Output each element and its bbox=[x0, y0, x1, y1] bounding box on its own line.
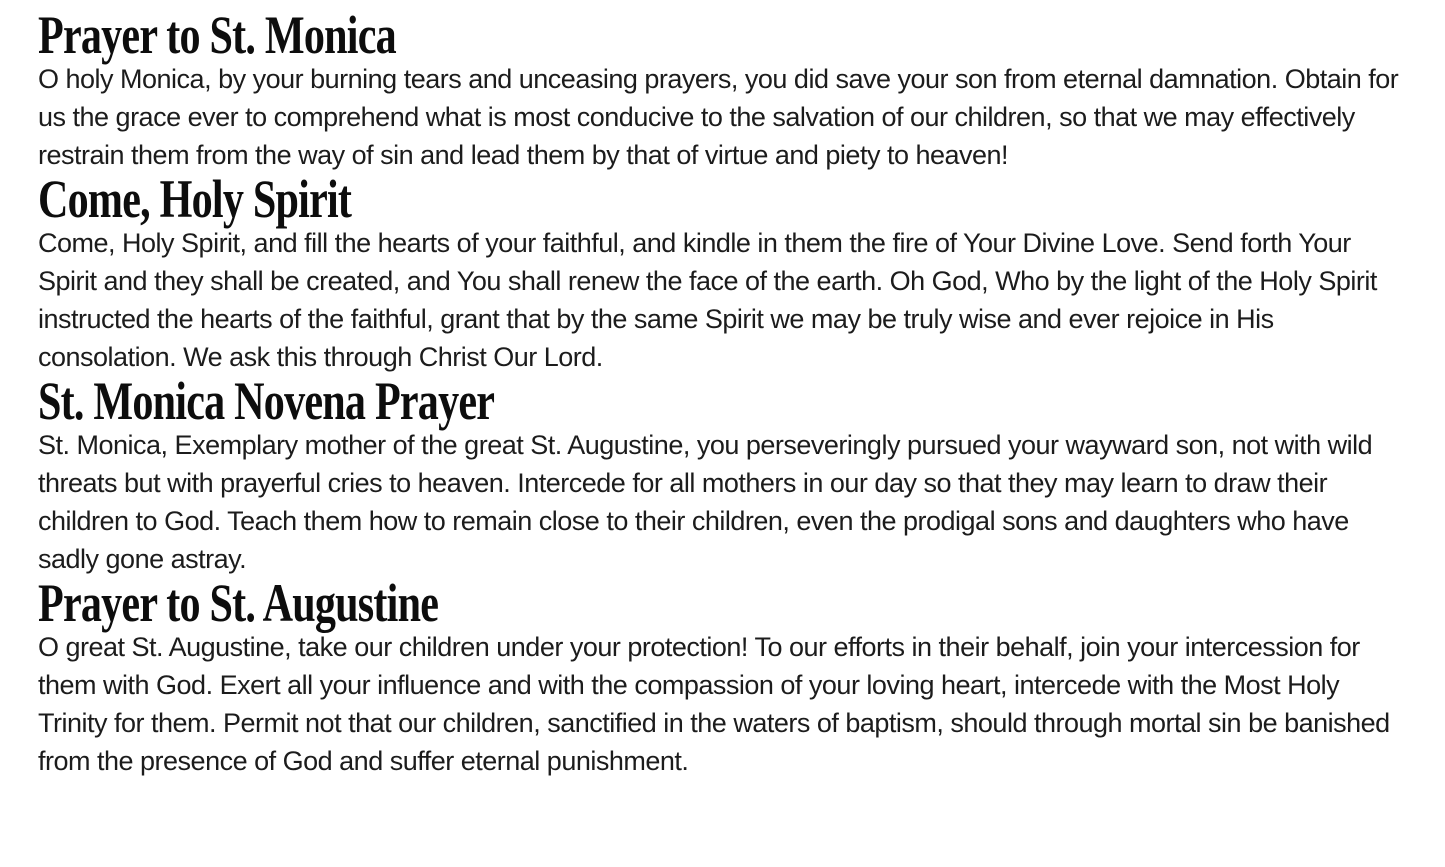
section-st-monica-novena-prayer bbox=[38, 371, 1409, 578]
section-heading-row bbox=[38, 371, 1409, 431]
section-heading-row bbox=[38, 573, 1409, 633]
section-heading: Prayer to St. Monica bbox=[38, 5, 396, 65]
section-heading: St. Monica Novena Prayer bbox=[38, 371, 495, 431]
section-come-holy-spirit bbox=[38, 169, 1409, 376]
section-heading-row bbox=[38, 169, 1409, 229]
section-body: O holy Monica, by your burning tears and unceasing prayers, you did save your son from eternal damnation. Obtain for us the grace ever to comprehend what is most conducive to the salvation of our children, so that we may effectively restrain them from the way of sin and lead them by that of virtue and piety to heaven! bbox=[38, 64, 1399, 170]
section-body: Come, Holy Spirit, and fill the hearts of your faithful, and kindle in them the fire of Your Divine Love. Send forth Your Spirit and they shall be created, and You shall renew the face of the earth. Oh God, Who by the light of the Holy Spirit instructed the hearts of the faithful, grant that by the same Spirit we may be truly wise and ever rejoice in His consolation. We ask this through Christ Our Lord. bbox=[38, 228, 1377, 372]
section-heading: Prayer to St. Augustine bbox=[38, 573, 439, 633]
section-heading: Come, Holy Spirit bbox=[38, 169, 352, 229]
section-body: St. Monica, Exemplary mother of the great St. Augustine, you perseveringly pursued your wayward son, not with wild threats but with prayerful cries to heaven. Intercede for all mothers in our day so that they may learn to draw their children to God. Teach them how to remain close to their children, even the prodigal sons and daughters who have sadly gone astray. bbox=[38, 430, 1373, 574]
section-prayer-to-st-monica bbox=[38, 5, 1409, 174]
section-body: O great St. Augustine, take our children under your protection! To our efforts in their behalf, join your intercession for them with God. Exert all your influence and with the compassion of your loving heart, intercede with the Most Holy Trinity for them. Permit not that our children, sanctified in the waters of baptism, should through mortal sin be banished from the presence of God and suffer eternal punishment. bbox=[38, 632, 1390, 776]
section-prayer-to-st-augustine bbox=[38, 573, 1409, 780]
section-heading-row bbox=[38, 5, 1409, 65]
